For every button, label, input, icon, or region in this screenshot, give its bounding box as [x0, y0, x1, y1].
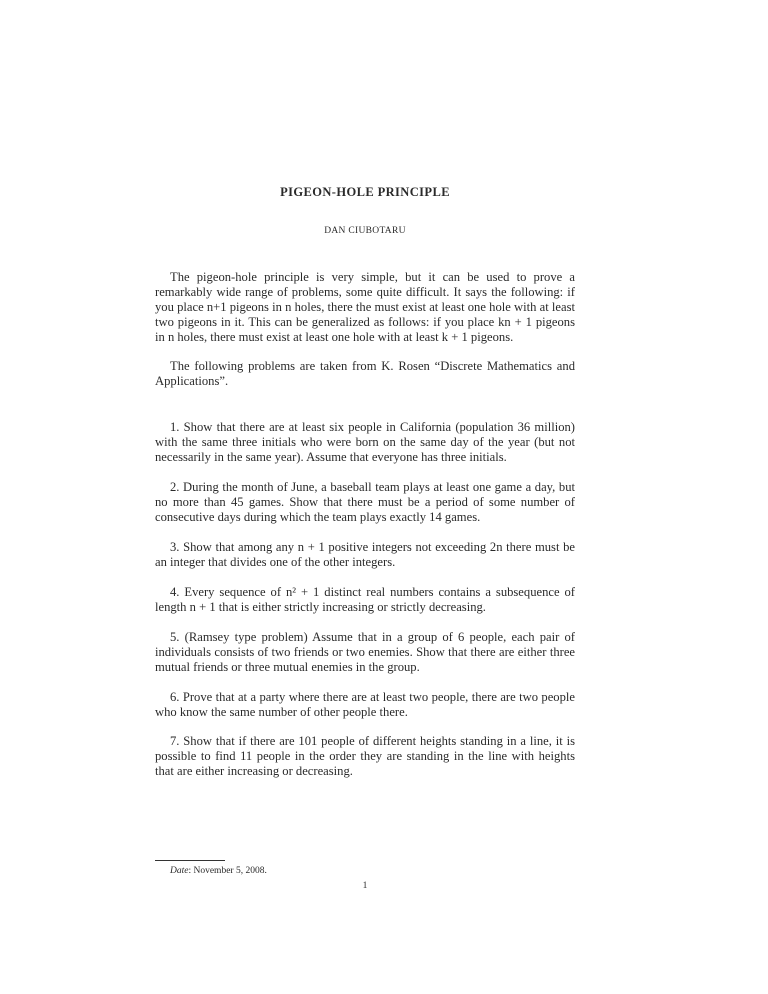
document-title: PIGEON-HOLE PRINCIPLE: [280, 185, 450, 199]
footnote-rule: [155, 860, 225, 861]
problem-2: 2. During the month of June, a baseball team plays at least one game a day, but no more than 45 games. Show that there must be a period of some number of consecutive days during which the team plays exactly 14 games.: [155, 480, 575, 524]
footnote: [170, 866, 267, 876]
footnote-label: Date: [170, 866, 189, 876]
footnote-date: : November 5, 2008.: [188, 866, 267, 876]
problem-1: 1. Show that there are at least six people in California (population 36 million) with the same three initials who were born on the same day of the year (but not necessarily in the same year). Assume that everyone has three initials.: [155, 420, 575, 464]
problem-5: 5. (Ramsey type problem) Assume that in a group of 6 people, each pair of individuals consists of two friends or two enemies. Show that there are either three mutual friends or three mutual enemies in the group.: [155, 630, 575, 674]
source-paragraph: The following problems are taken from K. Rosen “Discrete Mathematics and Applications”.: [155, 359, 575, 388]
page-number: 1: [362, 881, 368, 891]
problem-4: 4. Every sequence of n² + 1 distinct real numbers contains a subsequence of length n + 1 that is either strictly increasing or strictly decreasing.: [155, 585, 575, 614]
author-name: DAN CIUBOTARU: [324, 226, 406, 236]
problem-7: 7. Show that if there are 101 people of different heights standing in a line, it is possible to find 11 people in the order they are standing in the line with heights that are either increasing or decreasing.: [155, 734, 575, 778]
intro-paragraph: The pigeon-hole principle is very simple, but it can be used to prove a remarkably wide range of problems, some quite difficult. It says the following: if you place n+1 pigeons in n holes, there the must exist at least one hole with at least two pigeons in it. This can be generalized as follows: if you place kn + 1 pigeons in n holes, there must exist at least one hole with at least k + 1 pigeons.: [155, 270, 575, 344]
problem-6: 6. Prove that at a party where there are at least two people, there are two people who know the same number of other people there.: [155, 690, 575, 719]
problem-3: 3. Show that among any n + 1 positive integers not exceeding 2n there must be an integer that divides one of the other integers.: [155, 540, 575, 569]
